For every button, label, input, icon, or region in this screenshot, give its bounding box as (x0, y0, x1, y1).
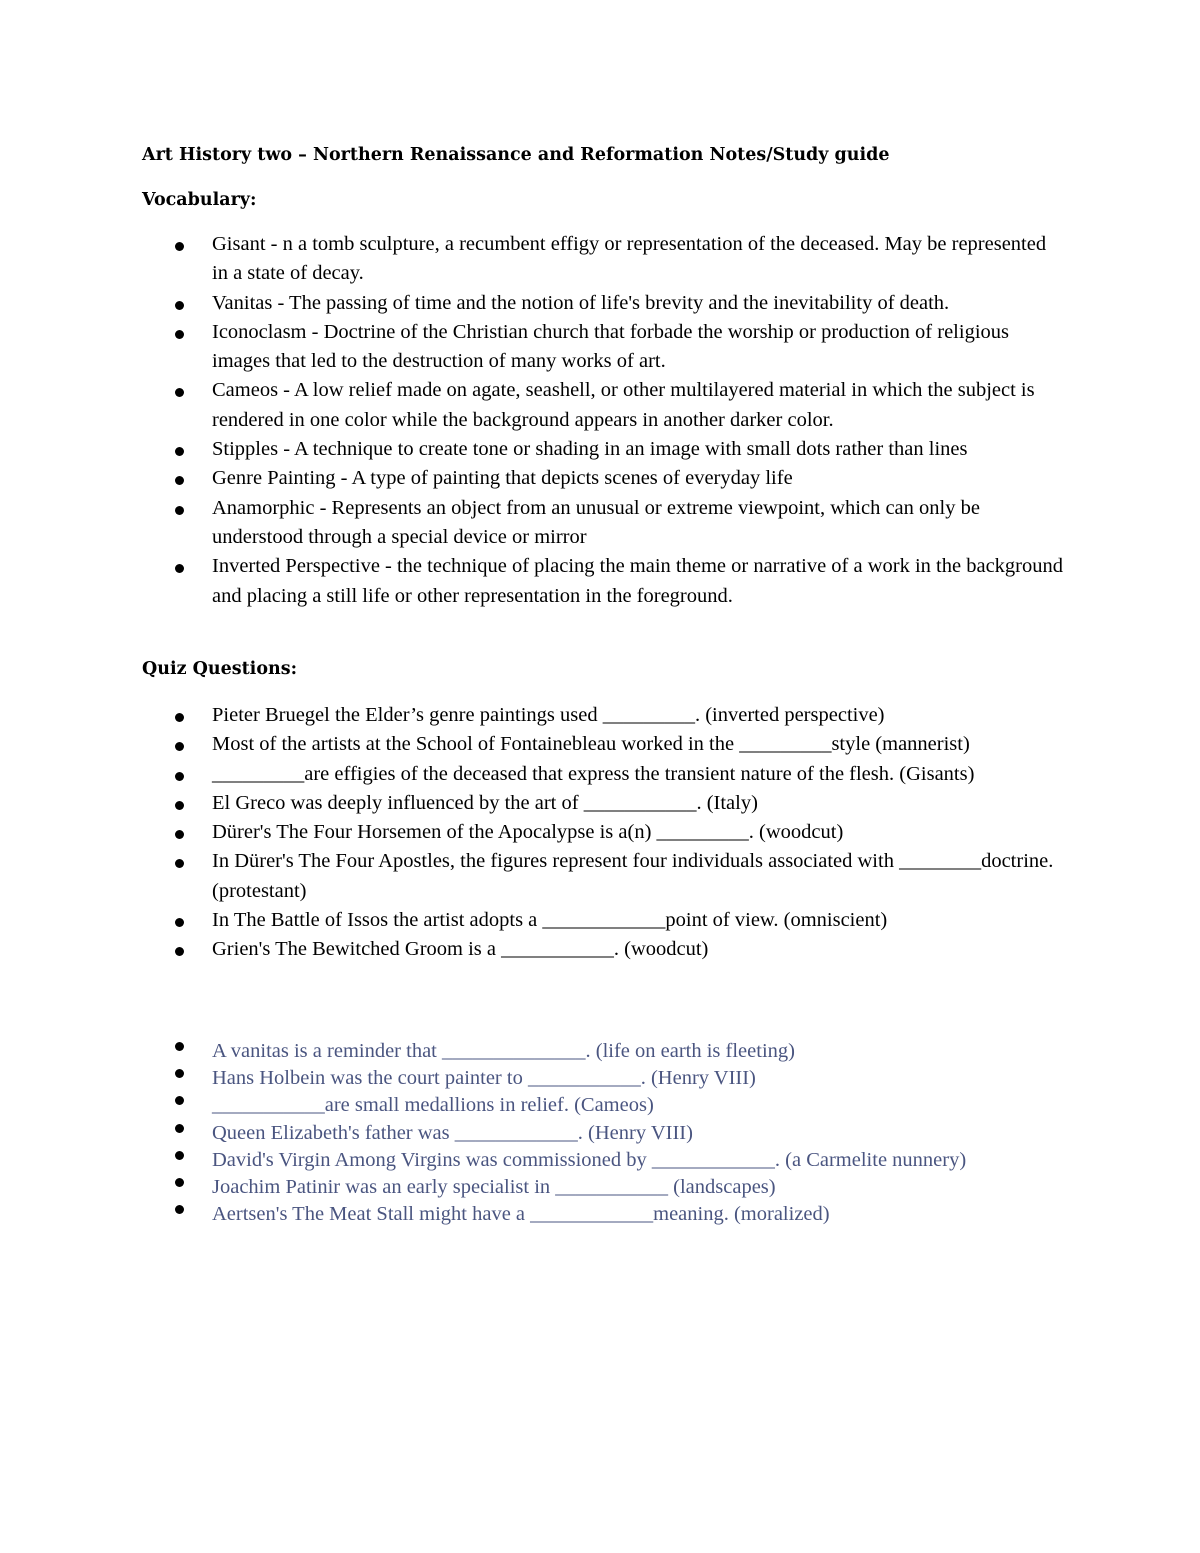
list-item-text: David's Virgin Among Virgins was commissioned by ____________. (a Carmelite nunnery) (212, 1148, 967, 1171)
list-item-text: ___________are small medallions in relief. (Cameos) (212, 1094, 654, 1117)
list-item-text: A vanitas is a reminder that ______________. (life on earth is fleeting) (212, 1040, 795, 1062)
list-item (0, 760, 1067, 789)
bullet-icon (175, 476, 184, 485)
quiz-list (0, 701, 1200, 965)
list-item (0, 730, 1067, 759)
list-item (0, 818, 1067, 847)
list-item (0, 1065, 1067, 1092)
page-title: Art History two – Northern Renaissance and Reformation Notes/Study guide (142, 145, 890, 165)
list-item-text: Queen Elizabeth's father was ____________. (Henry VIII) (212, 1121, 693, 1144)
list-item (0, 318, 1067, 377)
bullet-icon (175, 447, 184, 456)
list-item (0, 1147, 1067, 1174)
list-item-text: Vanitas - The passing of time and the notion of life's brevity and the inevitability of death. (212, 291, 950, 314)
bullet-icon (175, 801, 184, 810)
bullet-icon (175, 1124, 184, 1133)
bullet-icon (175, 1178, 184, 1187)
list-item-text: Dürer's The Four Horsemen of the Apocalypse is a(n) _________. (woodcut) (212, 821, 844, 844)
bullet-icon (175, 947, 184, 956)
vocabulary-list (0, 230, 1200, 611)
bullet-icon (175, 564, 184, 573)
list-item-text: Anamorphic - Represents an object from an unusual or extreme viewpoint, which can only be understood through a special device or mirror (212, 496, 980, 548)
bullet-icon (175, 1042, 184, 1051)
list-item-text: Grien's The Bewitched Groom is a ___________. (woodcut) (212, 938, 709, 961)
quiz-heading: Quiz Questions: (142, 659, 298, 679)
bullet-icon (175, 713, 184, 722)
bullet-icon (175, 830, 184, 839)
list-item (0, 906, 1067, 935)
bullet-icon (175, 918, 184, 927)
bullet-icon (175, 859, 184, 868)
list-item-text: In Dürer's The Four Apostles, the figures represent four individuals associated with ________doctrine. (protestant) (212, 850, 1054, 902)
list-item-text: Genre Painting - A type of painting that depicts scenes of everyday life (212, 467, 793, 490)
bullet-icon (175, 1205, 184, 1214)
list-item (0, 552, 1067, 611)
list-item (0, 289, 1067, 318)
vocabulary-heading: Vocabulary: (142, 190, 257, 210)
list-item-text: Joachim Patinir was an early specialist in ___________ (landscapes) (212, 1176, 776, 1199)
bullet-icon (175, 330, 184, 339)
list-item-text: Hans Holbein was the court painter to ___________. (Henry VIII) (212, 1067, 756, 1090)
list-item (0, 789, 1067, 818)
list-item (0, 935, 1067, 964)
list-item-text: Inverted Perspective - the technique of placing the main theme or narrative of a work in the background and placing a still life or other representation in the foreground. (212, 555, 1064, 607)
list-item-text: Aertsen's The Meat Stall might have a ____________meaning. (moralized) (212, 1203, 830, 1226)
list-item-text: Iconoclasm - Doctrine of the Christian church that forbade the worship or production of religious images that led to the destruction of many works of art. (212, 320, 1009, 373)
list-item-text: In The Battle of Issos the artist adopts a ____________point of view. (omniscient) (212, 909, 888, 932)
list-item-text: Cameos - A low relief made on agate, seashell, or other multilayered material in which the subject is rendered in one color while the background appears in another darker color. (212, 379, 1035, 431)
bullet-icon (175, 506, 184, 515)
list-item (0, 1174, 1067, 1201)
list-item (0, 1120, 1067, 1147)
list-item (0, 1201, 1067, 1228)
bullet-icon (175, 242, 184, 251)
list-item (0, 701, 1067, 730)
list-item-text: Pieter Bruegel the Elder’s genre paintings used _________. (inverted perspective) (212, 704, 885, 726)
list-item (0, 494, 1067, 553)
bullet-icon (175, 772, 184, 781)
list-item-text: El Greco was deeply influenced by the art of ___________. (Italy) (212, 791, 758, 814)
list-item-text: Gisant - n a tomb sculpture, a recumbent effigy or representation of the deceased. May be represented in a state of decay. (212, 233, 1047, 285)
bullet-icon (175, 1096, 184, 1105)
list-item (0, 847, 1067, 906)
bullet-icon (175, 742, 184, 751)
list-item-text: Stipples - A technique to create tone or shading in an image with small dots rather than lines (212, 438, 968, 461)
bullet-icon (175, 301, 184, 310)
bullet-icon (175, 1151, 184, 1160)
list-item (0, 1038, 1067, 1065)
quiz-list-secondary (0, 1038, 1200, 1228)
bullet-icon (175, 1069, 184, 1078)
list-item-text: _________are effigies of the deceased that express the transient nature of the flesh. (Gisants) (212, 762, 975, 785)
bullet-icon (175, 388, 184, 397)
list-item-text: Most of the artists at the School of Fontainebleau worked in the _________style (mannerist) (212, 733, 970, 756)
list-item (0, 435, 1067, 464)
list-item (0, 230, 1067, 289)
list-item (0, 1092, 1067, 1119)
list-item (0, 464, 1067, 493)
list-item (0, 376, 1067, 435)
